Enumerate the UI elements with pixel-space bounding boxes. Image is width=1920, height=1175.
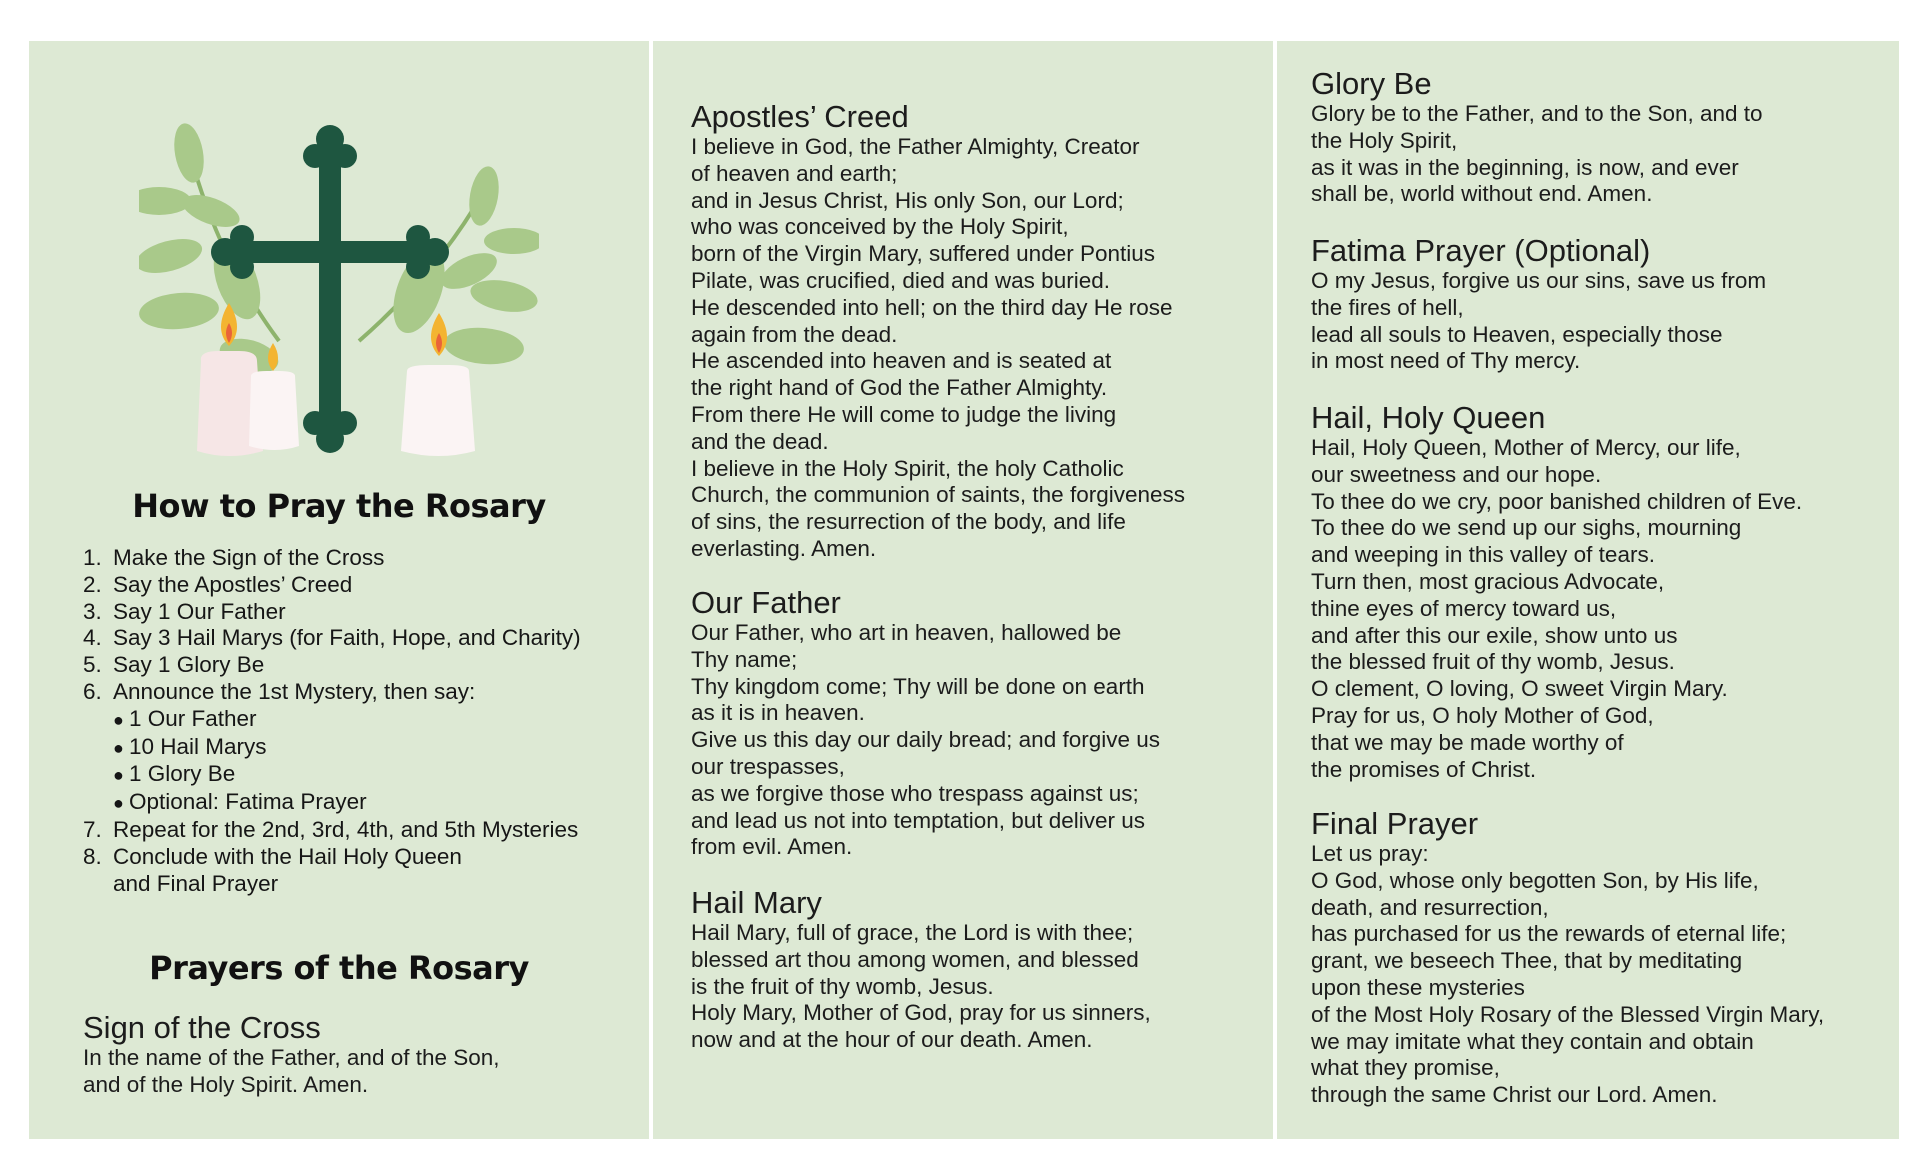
steps-list bbox=[83, 545, 581, 897]
hail-mary-section bbox=[691, 886, 1151, 1054]
step-text: Say 3 Hail Marys (for Faith, Hope, and Charity) bbox=[113, 625, 581, 651]
section-title: Apostles’ Creed bbox=[691, 99, 909, 134]
section-body: Our Father, who art in heaven, hallowed be Thy name; Thy kingdom come; Thy will be done on earth as it is in heaven. Give us this day our daily bread; and forgive us our trespasses, as we forgive those who trespass against us; and lead us not into temptation, but deliver us from evil. Amen. bbox=[691, 620, 1161, 860]
step-number: 4. bbox=[83, 625, 102, 651]
sub-steps-list bbox=[83, 706, 581, 817]
section-body: Glory be to the Father, and to the Son, and to the Holy Spirit, as it was in the beginning, is now, and ever shall be, world without end. Amen. bbox=[1311, 101, 1763, 207]
step-text: Say 1 Our Father bbox=[113, 598, 286, 624]
section-title: Final Prayer bbox=[1311, 806, 1479, 841]
list-item: ● 1 Glory Be bbox=[113, 761, 581, 789]
step-text: Say the Apostles’ Creed bbox=[113, 571, 353, 597]
section-body: I believe in God, the Father Almighty, Creator of heaven and earth; and in Jesus Christ, His only Son, our Lord; who was conceived by the Holy Spirit, born of the Virgin Mary, suffered under Pontius Pilate, was crucified, died and was buried. He descended into hell; on the third day He rose again from the dead. He ascended into heaven and is seated at the right hand of God the Father Almighty. From there He will come to judge the living and the dead. I believe in the Holy Spirit, the holy Catholic Church, the communion of saints, the forgiveness of sins, the resurrection of the body, and life everlasting. Amen. bbox=[691, 134, 1186, 561]
list-item bbox=[83, 545, 581, 572]
step-text: Conclude with the Hail Holy Queen bbox=[113, 843, 462, 869]
section-body: Let us pray: O God, whose only begotten Son, by His life, death, and resurrection, has purchased for us the rewards of eternal life; grant, we beseech Thee, that by meditating upon these mysteries of the Most Holy Rosary of the Blessed Virgin Mary, we may imitate what they contain and obtain what they promise, through the same Christ our Lord. Amen. bbox=[1311, 841, 1825, 1108]
step-number: 1. bbox=[83, 545, 102, 570]
middle-panel bbox=[653, 41, 1273, 1139]
sign-of-cross-section bbox=[83, 1011, 500, 1099]
list-item: ● Optional: Fatima Prayer bbox=[113, 789, 581, 817]
step-number: 6. bbox=[83, 678, 102, 704]
bullet-icon: ● bbox=[113, 765, 124, 786]
right-panel bbox=[1277, 41, 1899, 1139]
fatima-prayer-section bbox=[1311, 234, 1766, 375]
list-item bbox=[83, 844, 581, 898]
how-to-title: How to Pray the Rosary bbox=[132, 487, 546, 525]
section-body: Hail Mary, full of grace, the Lord is with thee; blessed art thou among women, and blessed is the fruit of thy womb, Jesus. Holy Mary, Mother of God, pray for us sinners, now and at the hour of our death. Amen. bbox=[691, 920, 1151, 1053]
section-title: Our Father bbox=[691, 585, 841, 620]
section-title: Hail Mary bbox=[691, 885, 822, 920]
list-item bbox=[83, 599, 581, 626]
step-text: Announce the 1st Mystery, then say: bbox=[113, 678, 476, 704]
section-title: Sign of the Cross bbox=[83, 1010, 321, 1045]
bullet-icon: ● bbox=[113, 793, 124, 814]
rosary-illustration bbox=[139, 81, 539, 461]
left-panel bbox=[29, 41, 649, 1139]
our-father-section bbox=[691, 586, 1160, 861]
section-title: Fatima Prayer (Optional) bbox=[1311, 233, 1651, 268]
bullet-icon: ● bbox=[113, 737, 124, 758]
list-item bbox=[83, 679, 581, 817]
section-body: In the name of the Father, and of the Son, and of the Holy Spirit. Amen. bbox=[83, 1045, 500, 1097]
list-item bbox=[83, 572, 581, 599]
glory-be-section bbox=[1311, 67, 1763, 208]
list-item bbox=[83, 625, 581, 652]
list-item: ● 10 Hail Marys bbox=[113, 734, 581, 762]
step-text: Repeat for the 2nd, 3rd, 4th, and 5th Mysteries bbox=[113, 816, 579, 842]
step-number: 2. bbox=[83, 571, 102, 597]
apostles-creed-section bbox=[691, 100, 1185, 563]
hail-holy-queen-section bbox=[1311, 401, 1802, 783]
list-item: ● 1 Our Father bbox=[113, 706, 581, 734]
step-text: Say 1 Glory Be bbox=[113, 652, 265, 678]
section-body: Hail, Holy Queen, Mother of Mercy, our life, our sweetness and our hope. To thee do we cry, poor banished children of Eve. To thee do we send up our sighs, mourning and weeping in this valley of tears. Turn then, most gracious Advocate, thine eyes of mercy toward us, and after this our exile, show unto us the blessed fruit of thy womb, Jesus. O clement, O loving, O sweet Virgin Mary. Pray for us, O holy Mother of God, that we may be made worthy of the promises of Christ. bbox=[1311, 435, 1803, 782]
step-number: 7. bbox=[83, 816, 102, 842]
section-body: O my Jesus, forgive us our sins, save us from the fires of hell, lead all souls to Heaven, especially those in most need of Thy mercy. bbox=[1311, 268, 1767, 374]
step-number: 8. bbox=[83, 843, 102, 869]
step-number: 5. bbox=[83, 652, 102, 678]
list-item bbox=[83, 652, 581, 679]
final-prayer-section bbox=[1311, 807, 1824, 1109]
bullet-icon: ● bbox=[113, 709, 124, 730]
step-text-continued: and Final Prayer bbox=[113, 870, 279, 896]
section-title: Hail, Holy Queen bbox=[1311, 400, 1546, 435]
list-item bbox=[83, 817, 581, 844]
section-title: Glory Be bbox=[1311, 66, 1432, 101]
step-number: 3. bbox=[83, 598, 102, 624]
prayers-title: Prayers of the Rosary bbox=[149, 949, 529, 987]
step-text: Make the Sign of the Cross bbox=[113, 545, 385, 570]
